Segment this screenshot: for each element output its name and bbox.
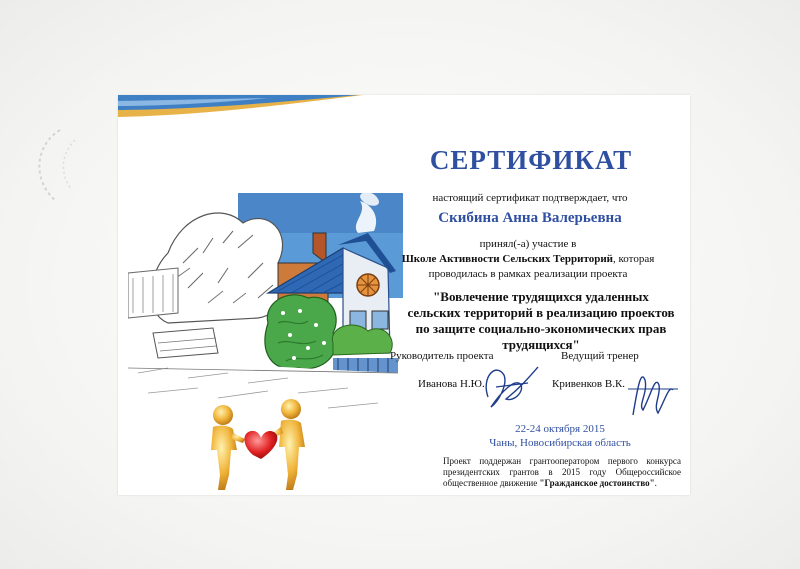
- trainer-label: Ведущий тренер: [561, 350, 639, 362]
- village-house-illustration: [128, 193, 403, 428]
- faded-stamp-mark: [20, 120, 110, 210]
- footer-end: .: [654, 478, 657, 488]
- footer-org-name: "Гражданское достоинство": [539, 478, 655, 488]
- trainer-signature: [623, 365, 683, 425]
- figures-with-heart-illustration: [203, 395, 333, 495]
- leader-name: Иванова Н.Ю.: [418, 378, 485, 390]
- project-title: "Вовлечение трудящихся удаленных сельских территорий в реализацию проектов по защите социально-экономических прав трудящихся": [407, 289, 675, 352]
- grant-footer: [443, 456, 681, 489]
- school-suffix: , которая: [613, 253, 655, 265]
- participation-line-1: принял(-а) участие в: [479, 238, 577, 250]
- leader-label: Руководитель проекта: [390, 350, 494, 362]
- school-line: [402, 253, 655, 265]
- certificate-title: СЕРТИФИКАТ: [429, 145, 633, 175]
- certificate-sheet: [118, 95, 690, 495]
- footer-text: Проект поддержан грантооператором первого конкурса президентских грантов в 2015 году Общероссийское общественное движение: [443, 456, 681, 488]
- trainer-name: Кривенков В.К.: [552, 378, 626, 390]
- event-dates: 22-24 октября 2015: [515, 423, 605, 435]
- school-name: Школе Активности Сельских Территорий: [401, 253, 614, 265]
- recipient-name: Скибина Анна Валерьевна: [438, 210, 622, 226]
- event-place: Чаны, Новосибирская область: [489, 437, 631, 449]
- participation-line-3: проводилась в рамках реализации проекта: [428, 268, 628, 280]
- leader-signature: [476, 357, 546, 417]
- decorative-wave-banner: [118, 95, 378, 125]
- confirmation-text: настоящий сертификат подтверждает, что: [432, 192, 628, 204]
